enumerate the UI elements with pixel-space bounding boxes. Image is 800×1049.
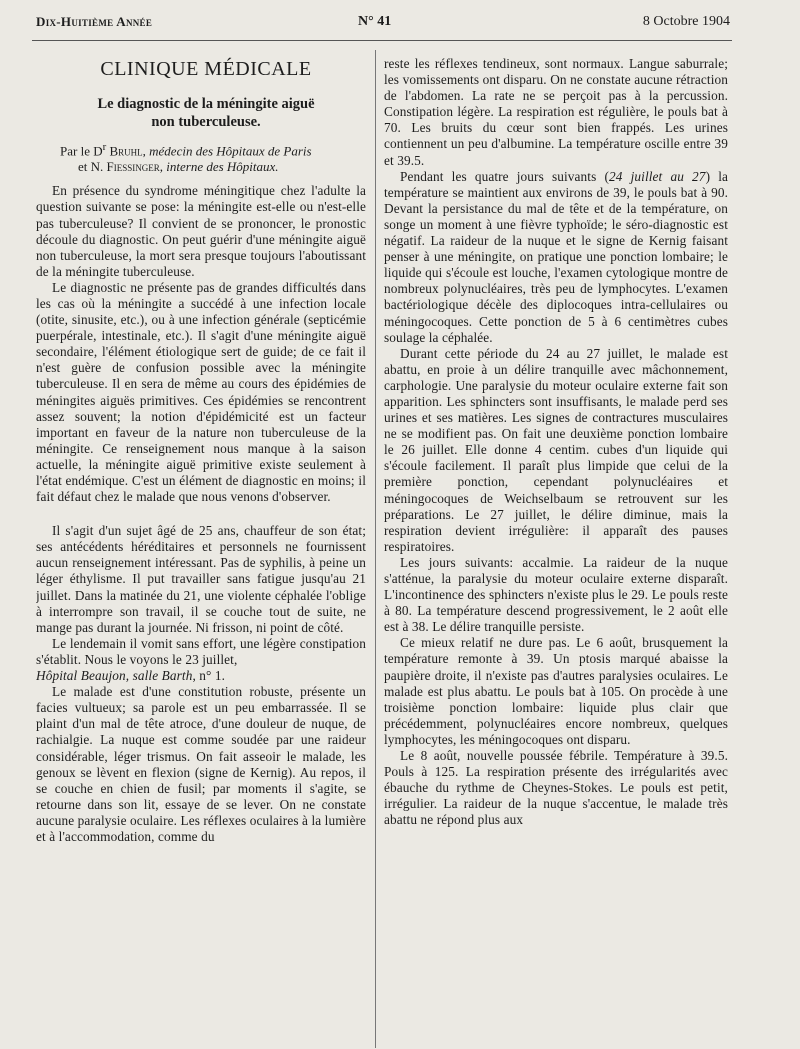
paragraph: Pendant les quatre jours suivants (24 juillet au 27) la température se maintient aux environs de 39, le pouls bat à 90. Devant la persistance du mal de tête et de la température, on songe un moment à une fièvre typhoïde; le séro-diagnostic est négatif. La raideur de la nuque et le signe de Kernig faisant penser à une méningite, on pratique une ponction lombaire; le liquide qui s'écoule est louche, l'examen cytologique montre de nombreux polynucléaires, très peu de lymphocytes. L'examen bactériologique décèle des diplocoques intra-cellulaires ou méningocoques. Cette ponction de 5 à 6 centimètres cubes soulage la céphalée. [384,168,728,345]
paragraph: Le malade est d'une constitution robuste, présente un facies vultueux; sa parole est un peu embarrassée. Il se plaint d'un mal de tête atroce, d'une douleur de nuque, de rachialgie. La nuque est comme soudée par une raideur considérable, léger trismus. On fait asseoir le malade, les genoux se lèvent en flexion (signe de Kernig). Au repos, il se couche en chien de fusil; par moments il s'agite, se retourne dans son lit, essaye de se lever. On ne constate aucune paralysie oculaire. Les réflexes oculaires à la lumière et à l'accommodation, comme du [36,684,366,844]
right-column [384,56,728,1046]
section-title: CLINIQUE MÉDICALE [100,58,312,80]
page-header [0,0,800,44]
paragraph: Le diagnostic ne présente pas de grandes difficultés dans les cas où la méningite a succédé à une infection locale (otite, sinusite, etc.), ou à une infection générale (septicémie puerpérale, intestinale, etc.). Il s'agit d'une méningite aiguë secondaire, l'élément étiologique sert de guide; de ce fait il n'est guère de confusion possible avec la méningite tuberculeuse. Il en sera de même au cours des épidémies de méningites aiguës primitives. Ces épidémies se rencontrent assez souvent; la notion d'épidémicité est un facteur important en faveur de la nature non tuberculeuse de la méningite. Ce renseignement nous manque à la saison actuelle, la méningite aiguë primitive existe seulement à l'état endémique. C'est un élément de diagnostic en moins; il fait défaut chez le malade que nous venons d'observer. [36,279,366,505]
author-line-2: et N. Fiessinger, interne des Hôpitaux. [78,159,279,175]
paragraph: En présence du syndrome méningitique chez l'adulte la question suivante se pose: la méningite est-elle ou n'est-elle pas tuberculeuse? Il convient de se prononcer, le pronostic découle du diagnostic. On peut guérir d'une méningite aiguë non tuberculeuse, la mort sera presque toujours l'aboutissant de la méningite tuberculeuse. [36,183,366,279]
article-title-line2: non tuberculeuse. [151,114,261,130]
hospital-name: Hôpital Beaujon, salle Barth [36,668,193,684]
paragraph: Le lendemain il vomit sans effort, une légère constipation s'établit. Nous le voyons le 23 juillet, Hôpital Beaujon, salle Barth, n° 1. [36,635,366,684]
article-authors [60,139,366,175]
left-column [36,56,366,1046]
paragraph: Durant cette période du 24 au 27 juillet, le malade est abattu, en proie à un délire tranquille avec mâchonnement, carphologie. Une paralysie du moteur oculaire externe fait son apparition. Les sphincters sont insuffisants, le malade perd ses urines et ses matières. Les signes de contractures musculaires ne se modifient pas. On fait une deuxième ponction lombaire le 26 juillet. Elle donne 4 centim. cubes d'un liquide qui s'écoule facilement. Il paraît plus limpide que celui de la première ponction, cependant polynucléaires et méningocoques de Weichselbaum se retrouvent sur les préparations. Le 27 juillet, le délire diminue, mais la respiration devient irrégulière: il apparaît des pauses respiratoires. [384,345,728,554]
paragraph: Il s'agit d'un sujet âgé de 25 ans, chauffeur de son état; ses antécédents héréditaires et personnels ne fournissent aucun renseignement intéressant. Pas de syphilis, à peine un léger éthylisme. Il put travailler sans fatigue jusqu'au 21 juillet. Dans la matinée du 21, une violente céphalée l'oblige à interrompre son travail, il se couche tout de suite, ne mange pas durant la journée. Ni frisson, ni point de côté. [36,523,366,635]
author-line-1: Par le $D^r$ Bruhl, médecin des Hôpitaux de Paris [60,141,312,159]
article-title-line1: Le diagnostic de la méningite aiguë [97,96,315,112]
paragraph: Les jours suivants: accalmie. La raideur de la nuque s'atténue, la paralysie du moteur oculaire externe disparaît. L'incontinence des sphincters n'existe plus le 29. Le pouls reste à 80. La température descend progressivement, le 2 août elle est à 38. Le délire tranquille persiste. [384,554,728,635]
column-separator [375,50,376,1048]
paragraph: reste les réflexes tendineux, sont normaux. Langue saburrale; les vomissements ont disparu. On ne constate aucune rétraction de l'abdomen. La rate ne se perçoit pas à la percussion. Constipation légère. La respiration est régulière, le pouls bat à 70. Les bruits du cœur sont bien frappés. Les urines contiennent un peu d'albumine. La température oscille entre 39 et 39.5. [384,56,728,168]
header-rule [32,40,732,41]
date-range: 24 juillet au 27 [609,168,706,184]
issue-number: N° 41 [358,14,392,29]
issue-date: 8 Octobre 1904 [642,14,730,29]
paragraph: Ce mieux relatif ne dure pas. Le 6 août, brusquement la température remonte à 39. Un ptosis marqué abaisse la paupière droite, il n'existe pas d'autres paralysies oculaires. Le malade est plus abattu. Le pouls bat à 105. On procède à une troisième ponction lombaire: liquide plus clair que précédemment, polynucléaires encore nombreux, quelques lymphocytes, les méningocoques ont disparu. [384,635,728,747]
article-title [46,95,366,131]
paragraph: Le 8 août, nouvelle poussée fébrile. Température à 39.5. Pouls à 125. La respiration présente des irrégularités avec ébauche du rythme de Cheynes-Stokes. Le pouls est petit, irrégulier. La raideur de la nuque s'accentue, le malade très abattu ne répond plus aux [384,748,728,828]
volume-year: Dix-Huitième Année [36,14,153,29]
